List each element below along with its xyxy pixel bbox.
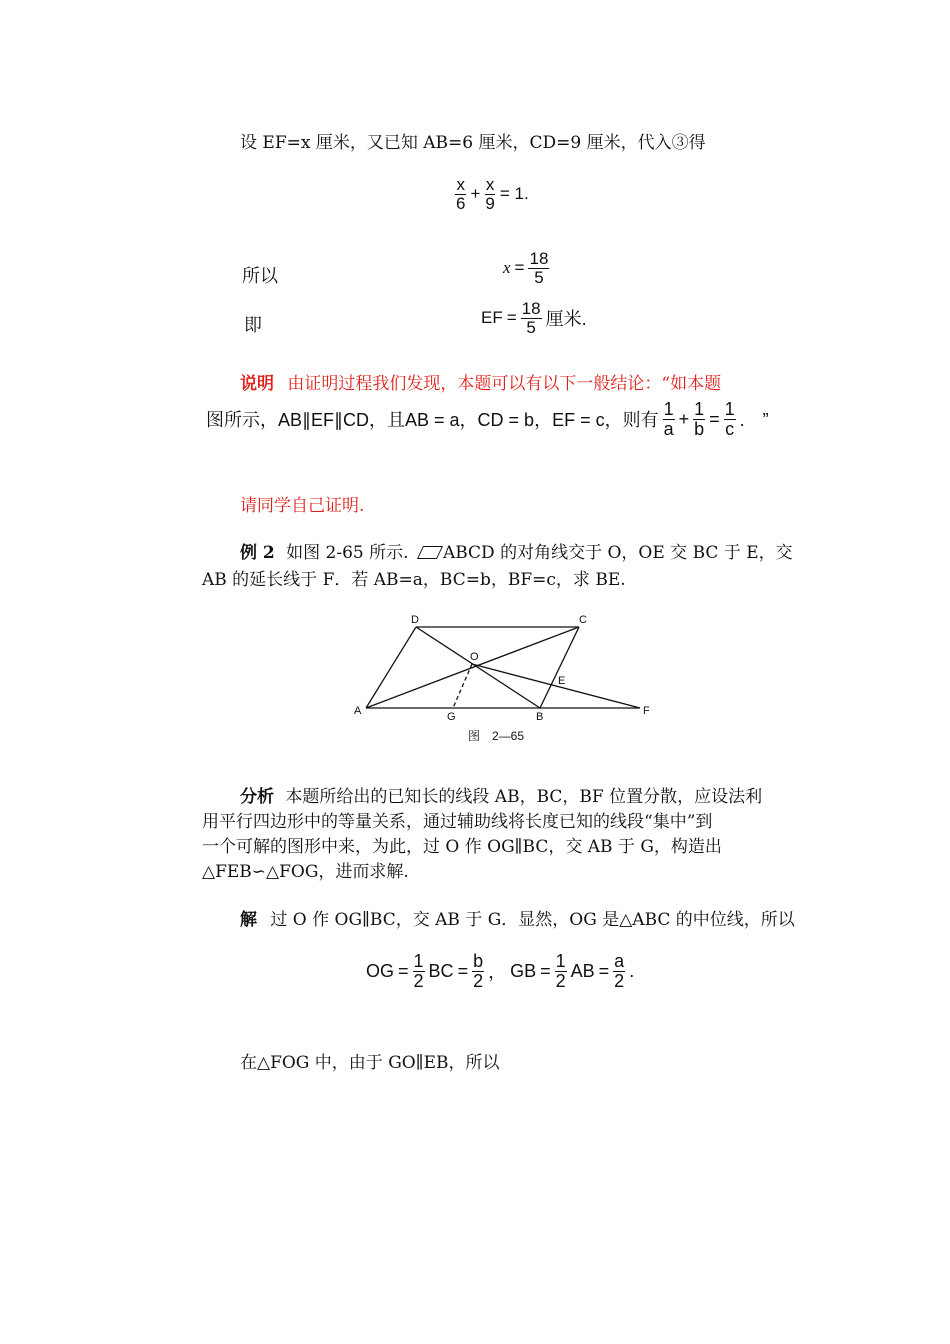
fraction-x-over-9: $\frac{x}{9}$ (485, 175, 495, 213)
solution-label: 解 (240, 910, 257, 930)
label-o: O (470, 651, 479, 663)
fraction-half-1: $\frac{1}{2}$ (413, 951, 424, 991)
solution-line: 解 过 O 作 OG∥BC，交 AB 于 G．显然，OG 是△ABC 的中位线，所以 (240, 910, 795, 930)
parallelogram-icon (417, 546, 443, 559)
paragraph-setup: 设 EF=x 厘米，又已知 AB=6 厘米，CD=9 厘米，代入③得 (240, 133, 706, 153)
example-label: 例 2 (240, 543, 275, 563)
label-d: D (411, 614, 419, 626)
analysis-line-4: △FEB∽△FOG，进而求解. (202, 862, 409, 882)
equation-sum: $\frac{x}{6}$ + $\frac{x}{9}$ = 1. (456, 175, 529, 213)
label-g: G (447, 711, 456, 723)
equation-x-value: x = $\frac{18}{5}$ (503, 249, 549, 287)
line-db (416, 627, 540, 708)
line-of (472, 664, 640, 708)
note-line-2: 图所示，AB∥EF∥CD，且AB = a，CD = b，EF = c，则有 $\frac{1}{a}$ + $\frac{1}{b}$ = $\frac{1}{c}$ . ” (206, 399, 769, 439)
analysis-line-3: 一个可解的图形中来，为此，过 O 作 OG∥BC，交 AB 于 G，构造出 (202, 837, 722, 857)
analysis-line-2: 用平行四边形中的等量关系，通过辅助线将长度已知的线段“集中”到 (202, 812, 713, 832)
label-therefore: 所以 (242, 266, 278, 287)
analysis-line-1: 分析 本题所给出的已知长的线段 AB，BC，BF 位置分散，应设法利 (240, 787, 763, 807)
note-line-1: 说明 由证明过程我们发现，本题可以有以下一般结论：“如本题 (240, 374, 722, 394)
prove-self-text: 请同学自己证明. (240, 496, 365, 516)
example-line-1: 例 2 如图 2-65 所示. ABCD 的对角线交于 O，OE 交 BC 于 E，交 (240, 543, 793, 563)
line-og-dashed (453, 664, 472, 708)
fraction-a-over-2: $\frac{a}{2}$ (614, 951, 625, 991)
fraction-1-over-c: $\frac{1}{c}$ (724, 399, 735, 439)
fraction-18-over-5: $\frac{18}{5}$ (529, 249, 549, 287)
fraction-x-over-6: $\frac{x}{6}$ (456, 175, 466, 213)
label-namely: 即 (244, 315, 262, 336)
fraction-half-2: $\frac{1}{2}$ (555, 951, 566, 991)
figure-caption: 图 2—65 (468, 729, 525, 743)
fraction-b-over-2: $\frac{b}{2}$ (473, 951, 484, 991)
label-c: C (579, 614, 587, 626)
line-ad (366, 627, 416, 708)
equation-ef-value: EF = $\frac{18}{5}$ 厘米. (481, 299, 587, 337)
figure-parallelogram (350, 608, 660, 748)
equation-og-gb: OG = $\frac{1}{2}$ BC = $\frac{b}{2}$ ， GB = $\frac{1}{2}$ AB = $\frac{a}{2}$ . (366, 951, 635, 991)
note-label: 说明 (240, 374, 274, 394)
fraction-1-over-a: $\frac{1}{a}$ (663, 399, 674, 439)
final-line: 在△FOG 中，由于 GO∥EB，所以 (240, 1053, 500, 1073)
label-a: A (354, 705, 362, 717)
label-b: B (536, 711, 544, 723)
analysis-label: 分析 (240, 787, 274, 807)
label-e: E (558, 675, 566, 687)
fraction-1-over-b: $\frac{1}{b}$ (694, 399, 705, 439)
example-line-2: AB 的延长线于 F．若 AB=a，BC=b，BF=c，求 BE. (202, 570, 626, 590)
line-ac (366, 627, 579, 708)
fraction-ef-18-over-5: $\frac{18}{5}$ (521, 299, 541, 337)
label-f: F (643, 705, 650, 717)
